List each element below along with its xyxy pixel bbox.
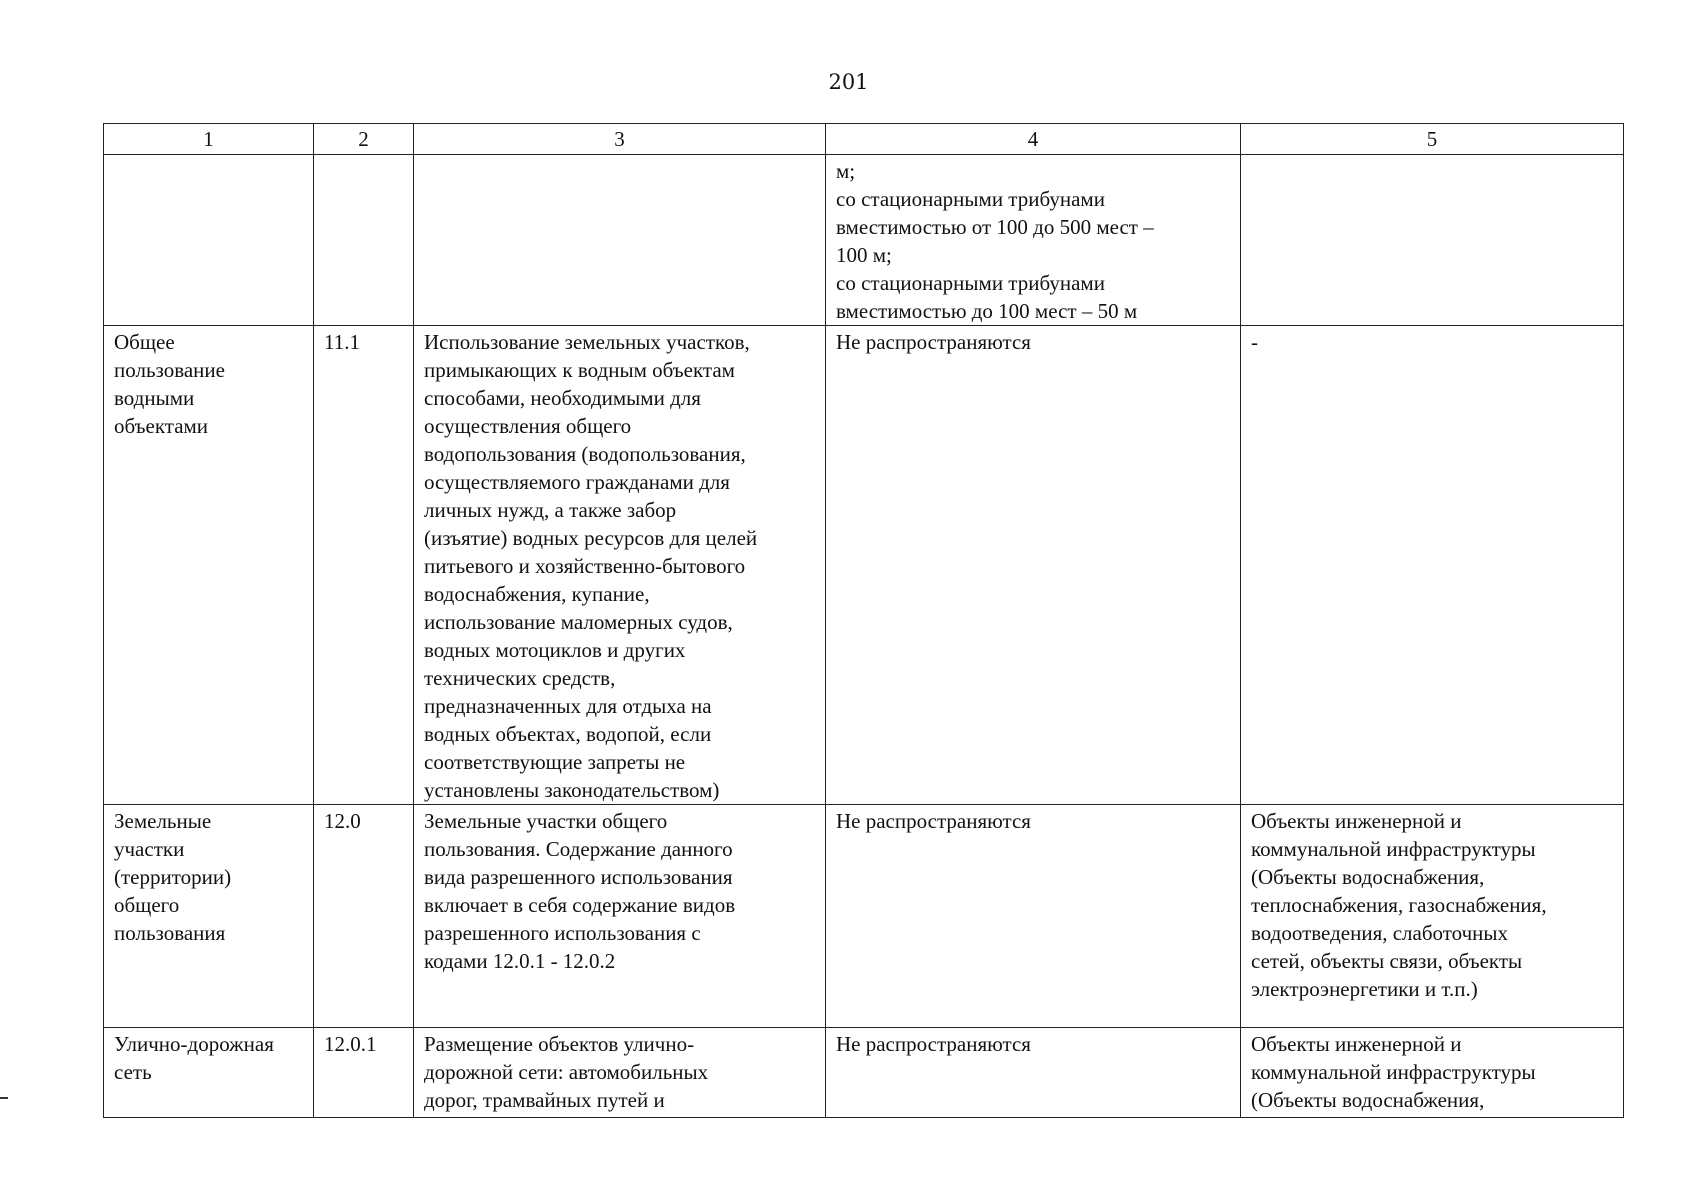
use-description-cell: Земельные участки общего пользования. Содержание данного вида разрешенного использования включает в себя содержание видов разрешенного использования с кодами 12.0.1 - 12.0.2 <box>414 805 826 1028</box>
auxiliary-uses-cell: - <box>1241 326 1624 805</box>
column-header-3: 3 <box>414 124 826 155</box>
limits-cell: Не распространяются <box>826 805 1241 1028</box>
auxiliary-uses-cell: Объекты инженерной и коммунальной инфраструктуры (Объекты водоснабжения, теплоснабжения, газоснабжения, водоотведения, слаботочных сетей, объекты связи, объекты электроэнергетики и т.п.) <box>1241 805 1624 1028</box>
auxiliary-uses-cell: Объекты инженерной и коммунальной инфраструктуры (Объекты водоснабжения, <box>1241 1028 1624 1118</box>
table-row <box>104 155 1624 326</box>
column-header-5: 5 <box>1241 124 1624 155</box>
use-name-cell <box>104 155 314 326</box>
table-header-row <box>104 124 1624 155</box>
use-name-cell: Земельные участки (территории) общего пользования <box>104 805 314 1028</box>
column-header-1: 1 <box>104 124 314 155</box>
use-code-cell: 12.0.1 <box>314 1028 414 1118</box>
limits-cell: м; со стационарными трибунами вместимостью от 100 до 500 мест – 100 м; со стационарными трибунами вместимостью до 100 мест – 50 м <box>826 155 1241 326</box>
table-row <box>104 805 1624 1028</box>
table-row <box>104 1028 1624 1118</box>
auxiliary-uses-cell <box>1241 155 1624 326</box>
limits-cell: Не распространяются <box>826 326 1241 805</box>
use-description-cell: Размещение объектов улично- дорожной сети: автомобильных дорог, трамвайных путей и <box>414 1028 826 1118</box>
regulations-table <box>103 123 1624 1118</box>
limits-cell: Не распространяются <box>826 1028 1241 1118</box>
use-code-cell <box>314 155 414 326</box>
use-code-cell: 12.0 <box>314 805 414 1028</box>
use-code-cell: 11.1 <box>314 326 414 805</box>
margin-mark <box>0 1097 8 1099</box>
column-header-4: 4 <box>826 124 1241 155</box>
use-description-cell: Использование земельных участков, примыкающих к водным объектам способами, необходимыми для осуществления общего водопользования (водопользования, осуществляемого гражданами для личных нужд, а также забор (изъятие) водных ресурсов для целей питьевого и хозяйственно-бытового водоснабжения, купание, использование маломерных судов, водных мотоциклов и других технических средств, предназначенных для отдыха на водных объектах, водопой, если соответствующие запреты не установлены законодательством) <box>414 326 826 805</box>
table-row <box>104 326 1624 805</box>
column-header-2: 2 <box>314 124 414 155</box>
use-description-cell <box>414 155 826 326</box>
use-name-cell: Улично-дорожная сеть <box>104 1028 314 1118</box>
page-number: 201 <box>828 70 869 94</box>
use-name-cell: Общее пользование водными объектами <box>104 326 314 805</box>
